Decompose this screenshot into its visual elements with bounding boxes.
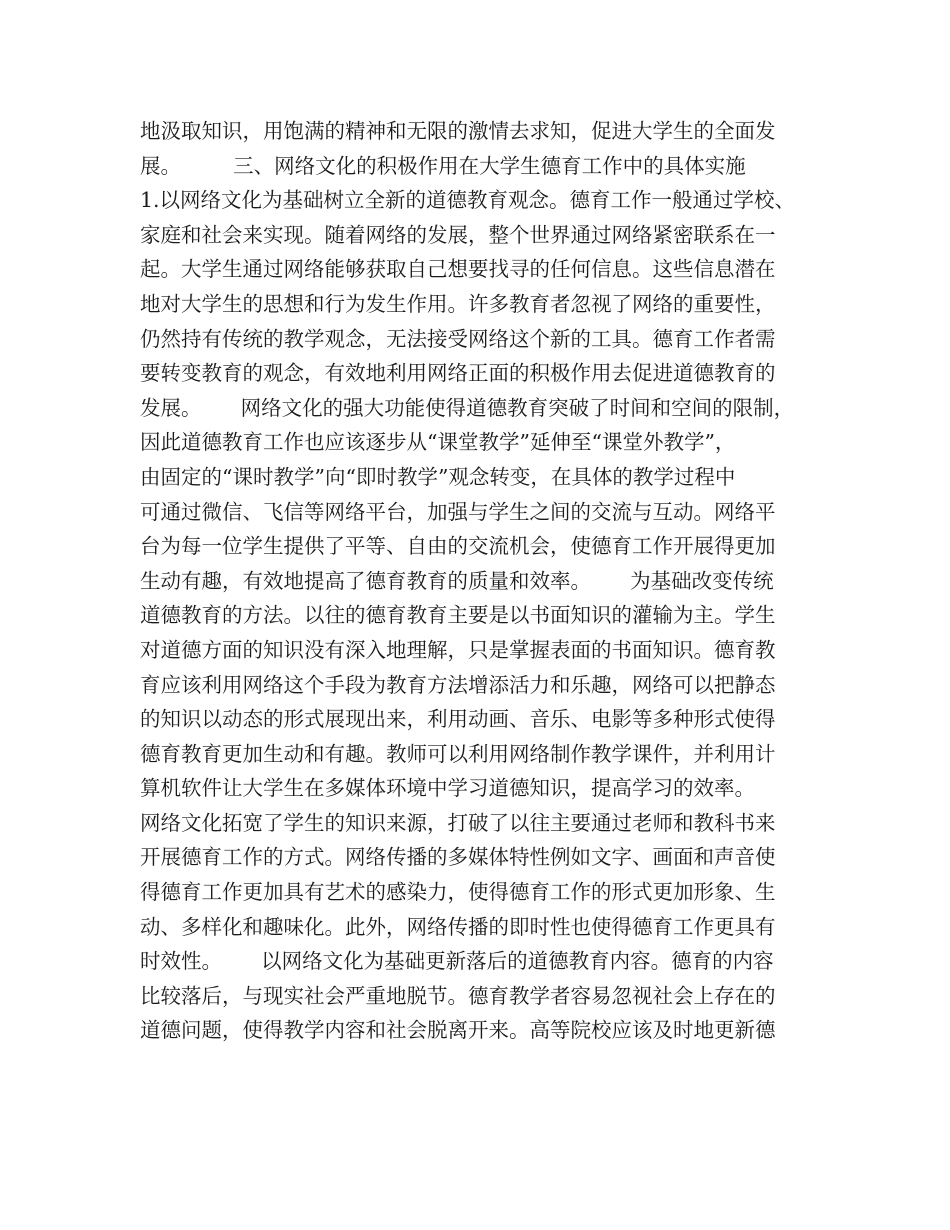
text-line: 育应该利用网络这个手段为教育方法增添活力和乐趣，网络可以把静态: [140, 672, 776, 697]
text-line: 算机软件让大学生在多媒体环境中学习道德知识，提高学习的效率。: [140, 776, 755, 801]
text-line: 展。 三、网络文化的积极作用在大学生德育工作中的具体实施: [140, 153, 746, 178]
text-line: 开展德育工作的方式。网络传播的多媒体特性例如文字、画面和声音使: [140, 845, 776, 870]
text-line: 德育教育更加生动和有趣。教师可以利用网络制作教学课件，并利用计: [140, 741, 776, 766]
text-line: 因此道德教育工作也应该逐步从“课堂教学”延伸至“课堂外教学”，: [140, 430, 736, 455]
text-line: 家庭和社会来实现。随着网络的发展，整个世界通过网络紧密联系在一: [140, 222, 776, 247]
body-text: [140, 114, 830, 1048]
text-line: 道德教育的方法。以往的德育教育主要是以书面知识的灌输为主。学生: [140, 603, 776, 628]
text-line: 仍然持有传统的教学观念，无法接受网络这个新的工具。德育工作者需: [140, 326, 776, 351]
text-line: 生动有趣，有效地提高了德育教育的质量和效率。 为基础改变传统: [140, 568, 774, 593]
text-line: 可通过微信、飞信等网络平台，加强与学生之间的交流与互动。网络平: [140, 499, 776, 524]
text-line: 网络文化拓宽了学生的知识来源，打破了以往主要通过老师和教科书来: [140, 810, 776, 835]
text-line: 比较落后，与现实社会严重地脱节。德育教学者容易忽视社会上存在的: [140, 983, 776, 1008]
text-line: 要转变教育的观念，有效地利用网络正面的积极作用去促进道德教育的: [140, 361, 776, 386]
text-line: 地对大学生的思想和行为发生作用。许多教育者忽视了网络的重要性，: [140, 291, 776, 316]
text-line: 动、多样化和趣味化。此外，网络传播的即时性也使得德育工作更具有: [140, 914, 776, 939]
text-line: 发展。 网络文化的强大功能使得道德教育突破了时间和空间的限制，: [140, 395, 795, 420]
text-line: 台为每一位学生提供了平等、自由的交流机会，使德育工作开展得更加: [140, 534, 776, 559]
text-line: 由固定的“课时教学”向“即时教学”观念转变，在具体的教学过程中: [140, 464, 736, 489]
text-line: 时效性。 以网络文化为基础更新落后的道德教育内容。德育的内容: [140, 949, 774, 974]
text-line: 的知识以动态的形式展现出来，利用动画、音乐、电影等多种形式使得: [140, 707, 776, 732]
text-line: 1.以网络文化为基础树立全新的道德教育观念。德育工作一般通过学校、: [140, 188, 796, 213]
text-line: 地汲取知识，用饱满的精神和无限的激情去求知，促进大学生的全面发: [140, 119, 776, 143]
text-line: 对道德方面的知识没有深入地理解，只是掌握表面的书面知识。德育教: [140, 637, 776, 662]
text-line: 道德问题，使得教学内容和社会脱离开来。高等院校应该及时地更新德: [140, 1018, 776, 1043]
text-line: 得德育工作更加具有艺术的感染力，使得德育工作的形式更加形象、生: [140, 880, 776, 905]
text-line: 起。大学生通过网络能够获取自己想要找寻的任何信息。这些信息潜在: [140, 257, 776, 282]
